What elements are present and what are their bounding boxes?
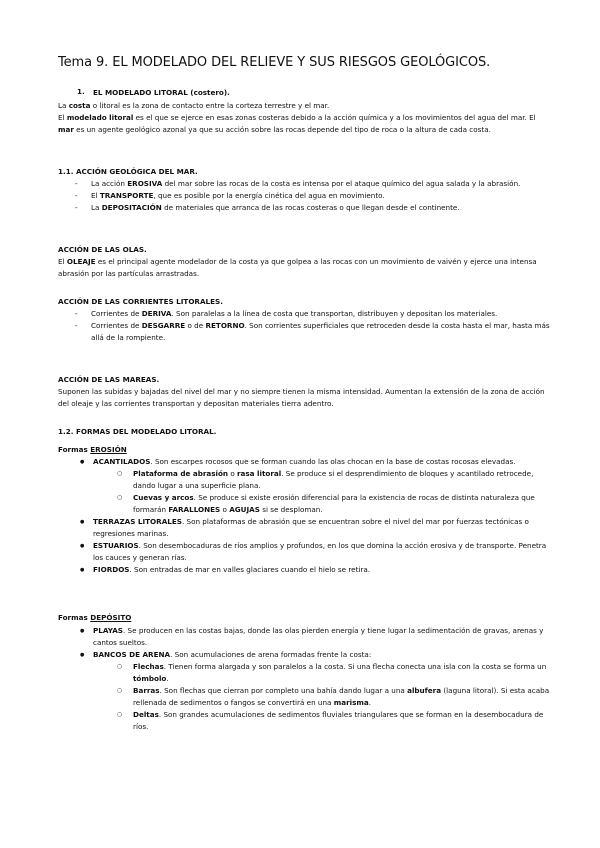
text-run: . Tienen forma alargada y son paralelos a la costa. Si una flecha conecta una isla con la costa se forma un: [163, 662, 547, 671]
bold-term: ACANTILADOS: [93, 457, 151, 466]
text-run: . Son plataformas de abrasión que se encuentran sobre el nivel del mar por fuerzas tectónicas o regresiones marinas.: [93, 517, 529, 538]
text-run: Corrientes de: [91, 309, 142, 318]
bold-term: Barras: [133, 686, 160, 695]
bold-term: marisma: [333, 698, 369, 707]
section-heading: 1.2. FORMAS DEL MODELADO LITORAL.: [58, 427, 217, 436]
section-heading: ACCIÓN DE LAS CORRIENTES LITORALES.: [58, 297, 223, 306]
text-run: . Son desembocaduras de ríos amplios y profundos, en los que domina la acción erosiva y de transporte. Penetra los cauces y generan rías.: [93, 541, 547, 562]
list-item: [58, 178, 550, 190]
text-run: si se desploman.: [259, 505, 323, 514]
text-run: . Son acumulaciones de arena formadas frente la costa:: [170, 650, 372, 659]
paragraph: [58, 100, 550, 112]
erosion-label: Formas: [58, 445, 91, 454]
list-item: [58, 540, 550, 564]
bold-term: DEPOSITACIÓN: [101, 203, 162, 212]
sub-list-item: [58, 661, 550, 685]
waves-body: [58, 256, 550, 280]
erosion-subheading: [58, 444, 550, 456]
paragraph: [58, 112, 550, 136]
bold-term: AGUJAS: [229, 505, 260, 514]
document-title: Tema 9. EL MODELADO DEL RELIEVE Y SUS RIESGOS GEOLÓGICOS.: [58, 55, 491, 70]
section-1-body: [58, 100, 550, 136]
tides-body: [58, 386, 550, 410]
section-heading: ACCIÓN DE LAS MAREAS.: [58, 375, 160, 384]
text-run: . Se producen en las costas bajas, donde las olas pierden energía y tiene lugar la sedimentación de gravas, arenas y cantos sueltos.: [93, 626, 544, 647]
bold-term: RETORNO: [205, 321, 245, 330]
bold-term: PLAYAS: [93, 626, 123, 635]
erosion-list: [58, 456, 550, 576]
bold-term: DESGARRE: [141, 321, 186, 330]
list-item: [58, 625, 550, 649]
section-heading: ACCIÓN DE LAS OLAS.: [58, 245, 147, 254]
section-heading: 1.1. ACCIÓN GEOLÓGICA DEL MAR.: [58, 167, 198, 176]
text-run: El: [91, 191, 100, 200]
list-item: [58, 320, 550, 344]
list-item: [58, 456, 550, 468]
bold-term: Plataforma de abrasión: [133, 469, 229, 478]
bold-term: TERRAZAS LITORALES: [93, 517, 182, 526]
bold-term: BANCOS DE ARENA: [93, 650, 171, 659]
text-run: , que es posible por la energía cinética del agua en movimiento.: [153, 191, 385, 200]
text-run: .: [368, 698, 371, 707]
bold-term: DERIVA: [141, 309, 172, 318]
text-run: es el principal agente modelador de la costa ya que golpea a las rocas con un movimiento de vaivén y ejerce una intensa abrasión por las partículas arrastradas.: [58, 257, 537, 278]
text-run: La: [58, 101, 69, 110]
text-run: . Se produce si el desprendimiento de bloques y acantilado retrocede, dando lugar a una superficie plana.: [133, 469, 534, 490]
bold-term: modelado litoral: [66, 113, 134, 122]
section-number: 1.: [77, 87, 85, 96]
bold-term: albufera: [407, 686, 442, 695]
text-run: Corrientes de: [91, 321, 142, 330]
text-run: . Son grandes acumulaciones de sedimentos fluviales triangulares que se forman en la desembocadura de ríos.: [133, 710, 544, 731]
list-item: [58, 516, 550, 540]
text-run: . Son corrientes superficiales que retroceden desde la costa hasta el mar, hasta más allá de la rompiente.: [91, 321, 550, 342]
text-run: . Son entradas de mar en valles glaciares cuando el hielo se retira.: [129, 565, 371, 574]
bold-term: TRANSPORTE: [99, 191, 154, 200]
text-run: . Son paralelas a la línea de costa que transportan, distribuyen y depositan los materiales.: [171, 309, 498, 318]
bold-term: Deltas: [133, 710, 159, 719]
bold-term: OLEAJE: [66, 257, 96, 266]
list-item: [58, 202, 550, 214]
bold-term: FARALLONES: [168, 505, 221, 514]
bold-term: FIORDOS: [93, 565, 130, 574]
text-run: o de: [185, 321, 206, 330]
text-run: . Se produce si existe erosión diferencial para la existencia de rocas de distinta naturaleza que formarán: [133, 493, 535, 514]
sub-list-item: [58, 709, 550, 733]
bold-term: ESTUARIOS: [93, 541, 139, 550]
bold-term: EROSIVA: [127, 179, 163, 188]
text-run: La acción: [91, 179, 128, 188]
deposit-list: [58, 625, 550, 733]
list-item: [58, 564, 550, 576]
text-run: . Son flechas que cierran por completo una bahía dando lugar a una: [159, 686, 408, 695]
bold-term: rasa litoral: [237, 469, 282, 478]
text-run: La: [91, 203, 102, 212]
section-heading: EL MODELADO LITORAL (costero).: [93, 88, 230, 97]
list-item: [58, 308, 550, 320]
deposit-word: DEPÓSITO: [90, 613, 132, 622]
list-item: [58, 649, 550, 661]
text-run: El: [58, 113, 67, 122]
text-run: es el que se ejerce en esas zonas costeras debido a la acción química y a los movimientos del agua del mar. El: [133, 113, 536, 122]
bold-term: tómbolo: [133, 674, 167, 683]
text-run: .: [166, 674, 169, 683]
geologic-action-list: [58, 178, 550, 214]
text-run: o: [228, 469, 237, 478]
deposit-label: Formas: [58, 613, 91, 622]
sub-list-item: [58, 685, 550, 709]
text-run: de materiales que arranca de las rocas costeras o que llegan desde el continente.: [161, 203, 460, 212]
paragraph: [58, 256, 550, 280]
text-run: es un agente geológico azonal ya que su acción sobre las rocas depende del tipo de roca o la altura de cada costa.: [73, 125, 491, 134]
sub-list-item: [58, 492, 550, 516]
text-run: del mar sobre las rocas de la costa es intensa por el ataque químico del agua salada y la abrasión.: [162, 179, 521, 188]
bold-term: Cuevas y arcos: [133, 493, 194, 502]
sub-list-item: [58, 468, 550, 492]
deposit-subheading: [58, 612, 550, 624]
bold-term: Flechas: [133, 662, 164, 671]
currents-list: [58, 308, 550, 344]
erosion-word: EROSIÓN: [90, 445, 127, 454]
text-run: o: [220, 505, 230, 514]
text-run: o litoral es la zona de contacto entre la corteza terrestre y el mar.: [90, 101, 330, 110]
list-item: [58, 190, 550, 202]
bold-term: mar: [58, 125, 74, 134]
text-run: El: [58, 257, 67, 266]
text-run: (laguna litoral). Si esta acaba rellenada de sedimentos o fangos se convertirá en una: [133, 686, 550, 707]
text-run: . Son escarpes rocosos que se forman cuando las olas chocan en la base de costas rocosas elevadas.: [150, 457, 516, 466]
paragraph: Suponen las subidas y bajadas del nivel del mar y no siempre tienen la misma intensidad. Aumentan la extensión de la zona de acción del oleaje y las corrientes transportan y depositan materiales tierra adentro.: [58, 387, 545, 408]
bold-term: costa: [68, 101, 91, 110]
